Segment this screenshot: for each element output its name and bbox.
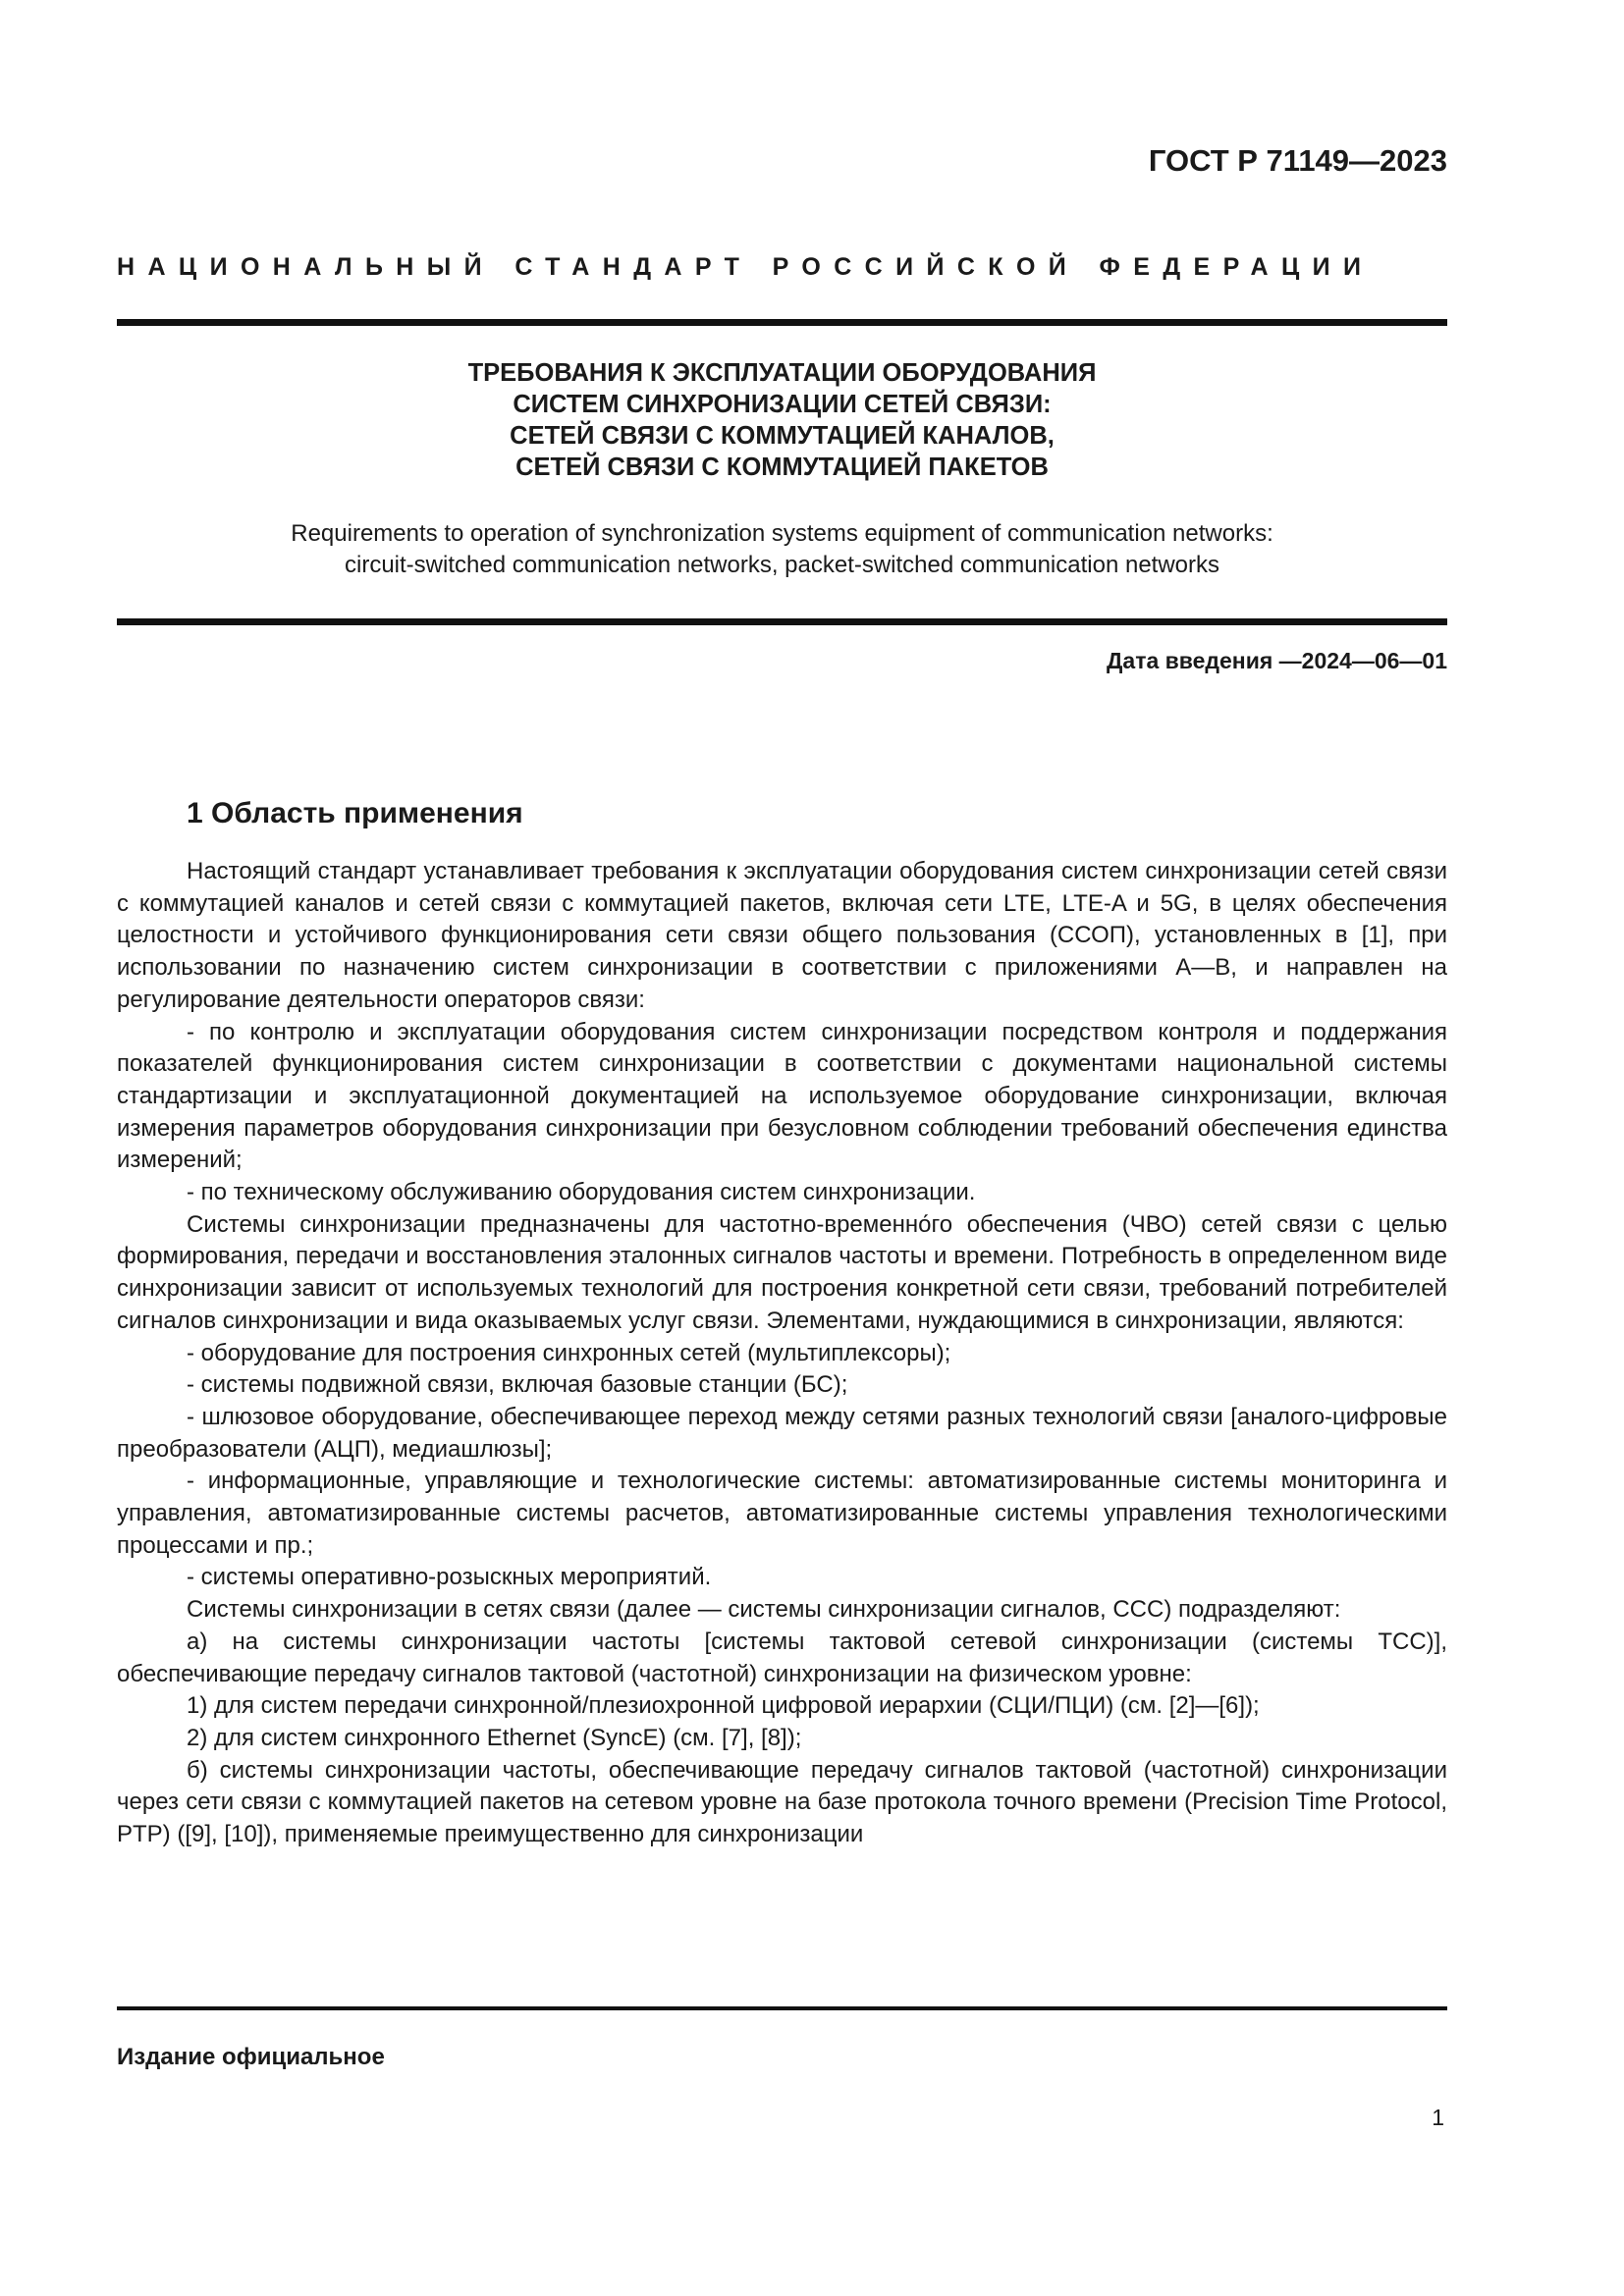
top-divider: [117, 319, 1447, 326]
paragraph: Настоящий стандарт устанавливает требования к эксплуатации оборудования систем синхронизации сетей связи с коммутацией каналов и сетей связи с коммутацией пакетов, включая сети LTE, LTE-A и 5G, в целях обеспечения целостности и устойчивого функционирования сети связи общего пользования (ССОП), установленных в [1], при использовании по назначению систем синхронизации в соответствии с приложениями А—В, и направлен на регулирование деятельности операторов связи:: [117, 858, 1447, 1013]
edition-label: Издание официальное: [117, 2044, 385, 2070]
list-item: - системы оперативно-розыскных мероприятий.: [187, 1564, 712, 1591]
list-item: 2) для систем синхронного Ethernet (SyncE) (см. [7], [8]);: [187, 1724, 802, 1751]
paragraph: Системы синхронизации предназначены для частотно-временно́го обеспечения (ЧВО) сетей связи с целью формирования, передачи и восстановления эталонных сигналов частоты и времени. Потребность в определенном виде синхронизации зависит от используемых технологий для построения конкретной сети связи, требований потребителей сигналов синхронизации и вида оказываемых услуг связи. Элементами, нуждающимися в синхронизации, являются:: [117, 1210, 1447, 1334]
title-ru-line: ТРЕБОВАНИЯ К ЭКСПЛУАТАЦИИ ОБОРУДОВАНИЯ: [467, 359, 1097, 387]
list-item: - системы подвижной связи, включая базовые станции (БС);: [187, 1371, 848, 1399]
title-ru-line: СЕТЕЙ СВЯЗИ С КОММУТАЦИЕЙ КАНАЛОВ,: [510, 422, 1055, 450]
list-item: - шлюзовое оборудование, обеспечивающее переход между сетями разных технологий связи [аналого-цифровые преобразователи (АЦП), медиашлюзы];: [117, 1403, 1447, 1463]
title-en-line: Requirements to operation of synchronization systems equipment of communication networks:: [291, 520, 1273, 547]
title-ru-line: СЕТЕЙ СВЯЗИ С КОММУТАЦИЕЙ ПАКЕТОВ: [515, 454, 1049, 481]
title-ru-line: СИСТЕМ СИНХРОНИЗАЦИИ СЕТЕЙ СВЯЗИ:: [513, 391, 1052, 418]
list-item: 1) для систем передачи синхронной/плезиохронной цифровой иерархии (СЦИ/ПЦИ) (см. [2]—[6]);: [187, 1692, 1260, 1720]
footer-divider: [117, 2006, 1447, 2010]
list-item: - по контролю и эксплуатации оборудования систем синхронизации посредством контроля и поддержания показателей функционирования систем синхронизации в соответствии с документами национальной системы стандартизации и эксплуатационной документацией на используемое оборудование синхронизации, включая измерения параметров оборудования синхронизации при безусловном соблюдении требований обеспечения единства измерений;: [117, 1018, 1447, 1174]
title-russian: [117, 357, 1447, 483]
list-item: б) системы синхронизации частоты, обеспечивающие передачу сигналов тактовой (частотной) синхронизации через сети связи с коммутацией пакетов на сетевом уровне на базе протокола точного времени (Precision Time Protocol, PTP) ([9], [10]), применяемые преимущественно для синхронизации: [117, 1756, 1447, 1848]
standard-banner: НАЦИОНАЛЬНЫЙ СТАНДАРТ РОССИЙСКОЙ ФЕДЕРАЦИИ: [117, 253, 1375, 281]
section-heading: 1 Область применения: [187, 797, 523, 829]
title-english: [117, 518, 1447, 581]
page-number: 1: [1432, 2105, 1444, 2130]
list-item: - по техническому обслуживанию оборудования систем синхронизации.: [187, 1179, 976, 1206]
paragraph: Системы синхронизации в сетях связи (далее — системы синхронизации сигналов, ССС) подразделяют:: [187, 1596, 1341, 1624]
title-en-line: circuit-switched communication networks, packet-switched communication networks: [345, 552, 1219, 578]
section-body: [117, 856, 1447, 1851]
list-item: а) на системы синхронизации частоты [системы тактовой сетевой синхронизации (системы ТСС)], обеспечивающие передачу сигналов тактовой (частотной) синхронизации на физическом уровне:: [117, 1628, 1447, 1687]
list-item: - информационные, управляющие и технологические системы: автоматизированные системы мониторинга и управления, автоматизированные системы расчетов, автоматизированные системы управления технологическими процессами и пр.;: [117, 1468, 1447, 1559]
introduction-date: Дата введения —2024—06—01: [1107, 648, 1447, 673]
document-id: ГОСТ Р 71149—2023: [1148, 143, 1447, 178]
title-divider: [117, 618, 1447, 625]
list-item: - оборудование для построения синхронных сетей (мультиплексоры);: [187, 1339, 951, 1366]
